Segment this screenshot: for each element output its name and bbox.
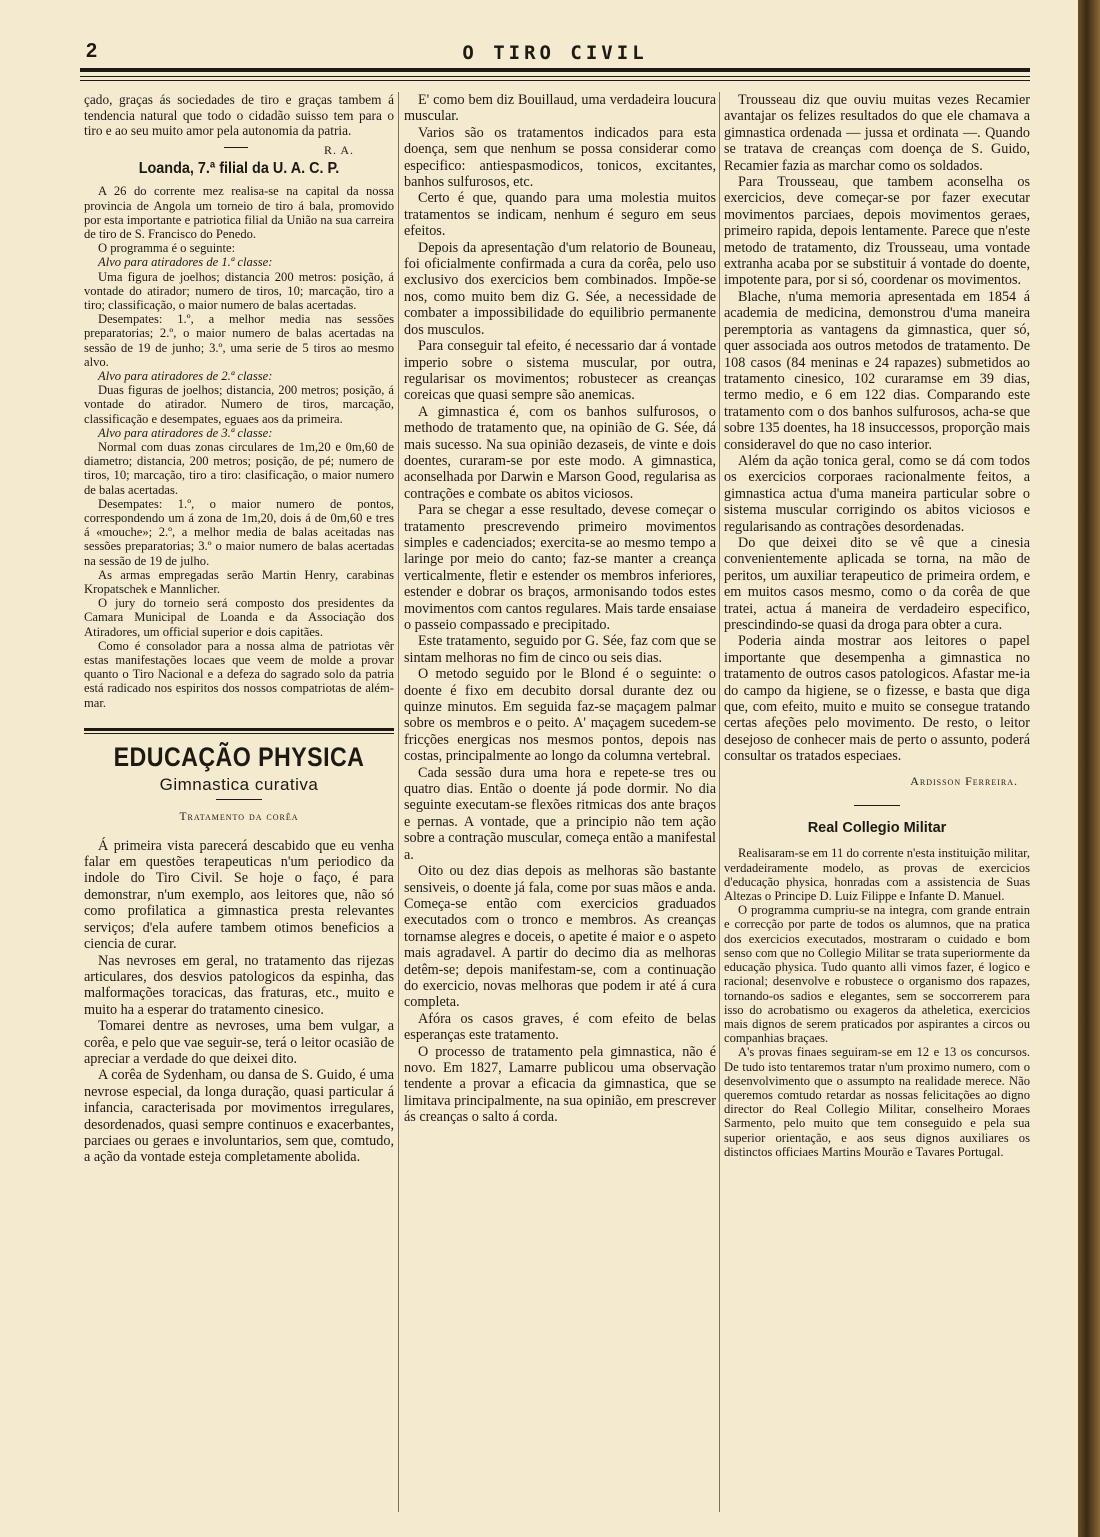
article-paragraph: Cada sessão dura uma hora e repete-se tres ou quatro dias. Então o doente já pode dormir. No dia seguinte executam-se flexões ritmicas dos ante braços e pernas. A vontade, que a principio não tem ação sobre a contração muscular, começa então a manifestal a. — [404, 764, 716, 863]
jury-paragraph: O jury do torneio será composto dos presidentes da Camara Municipal de Loanda e da Associação dos Atiradores, um official superior e dois capitães. — [84, 596, 394, 639]
loanda-heading: Loanda, 7.ª filial da U. A. C. P. — [138, 159, 340, 177]
short-dash — [224, 147, 248, 148]
intro-signature: R. A. — [323, 142, 354, 157]
article-paragraph: Oito ou dez dias depois as melhoras são bastante sensiveis, o doente já fala, come por suas mãos e anda. Começa-se então com exercicios graduados executados com o tronco e membros. As creanças tornamse alegres e doceis, o apetite é maior e o aspeto mais agradavel. A partir do decimo dia as melhoras detêm-se; depois manifestam-se, com a continuação do exercicio, novas melhoras que podem ir até á cura completa. — [404, 863, 716, 1011]
article-paragraph: E' como bem diz Bouillaud, uma verdadeira loucura muscular. — [404, 92, 716, 125]
alvo-title: Alvo para atiradores de 3.ª classe: — [98, 425, 273, 440]
edu-paragraph: Á primeira vista parecerá descabido que eu venha falar em questões terapeuticas n'um periodico da indole do Tiro Civil. Se hoje o faço, é para demonstrar, n'um exemplo, aos leitores que, não só como profilatica a gimnastica presta relevantes serviços; d'ela aufere tambem otimos beneficios a ciencia de curar. — [84, 837, 394, 953]
masthead-rule-thin — [80, 76, 1030, 77]
article-paragraph: Varios são os tratamentos indicados para esta doença, sem que nenhum se possa considerar como especifico: antiespasmodicos, tonicos, excitantes, banhos sulfurosos, etc. — [404, 124, 716, 191]
alvo-text: Uma figura de joelhos; distancia 200 metros: posição, á vontade do atirador; numero de tiros, 10; marcação, tiro a tiro; classificação, o maior numero de balas acertadas. — [84, 269, 394, 312]
column-divider-2 — [719, 92, 720, 1512]
article-paragraph: Do que deixei dito se vê que a cinesia convenientemente aplicada se torna, na mão de peritos, um auxiliar terapeutico de primeira ordem, e em muitos casos mesmo, como o da corêa de que tratei, actua á maneira de verdadeiro especifico, prescindindo-se quasi da droga para obter a cura. — [724, 534, 1030, 633]
subsection-heading: Gimnastica curativa — [159, 775, 319, 795]
intro-paragraph: çado, graças ás sociedades de tiro e graças tambem á tendencia natural que todo o cidadão suisso tem para o tiro e ao seu muito amor pela autonomia da patria. — [84, 92, 394, 139]
edu-paragraph: Tomarei dentre as nevroses, uma bem vulgar, a corêa, e pelo que vae seguir-se, terá o leitor ocasião de apreciar a verdade do que deixei dito. — [84, 1018, 394, 1067]
column-divider-1 — [398, 92, 399, 1512]
article-paragraph: A gimnastica é, com os banhos sulfurosos, o methodo de tratamento que, na opinião de G. Sée, dá mais sucesso. Na sua opinião dezaseis, de vinte e dois doentes, curaram-se por este modo. A gimnastica, aconselhada por Darwin e Marson Good, regularisa as contrações e combate os abitos viciosos. — [404, 403, 716, 502]
article-paragraph: Certo é que, quando para uma molestia muitos tratamentos se indicam, nenhum é seguro em seus efeitos. — [404, 190, 716, 240]
article-paragraph: Blache, n'uma memoria apresentada em 1854 á academia de medicina, demonstrou d'uma maneira peremptoria as vantagens da gimnastica, quer só, quer associada aos outros metodos de tratamento. De 108 casos (84 meninas e 24 rapazes) submetidos ao tratamento cinesico, 102 curaramse em 39 dias, termo medio, e 6 em 122 dias. Comparando este tratamento com o dos banhos sulfurosos, acha-se que sobre 135 doentes, ha 18 insuccessos, proporção mais consideravel do que no caso interior. — [724, 288, 1030, 453]
column-right — [724, 92, 1030, 1512]
article-paragraph: O processo de tratamento pela gimnastica, não é novo. Em 1827, Lamarre publicou uma observação tendente a provar a eficacia da gimnastica, que se limitava principalmente, na sua opinião, em prescrever ás creanças o salto á corda. — [404, 1043, 716, 1126]
article-paragraph: Para Trousseau, que tambem aconselha os exercicios, deve começar-se por fazer executar movimentos parciaes, depois movimentos geraes, primeiro rapida, depois lentamente. Parece que n'este metodo de tratamento, diz Trousseau, uma vontade extranha acaba por se substituir á vontade do doente, impotente para, por si só, coordenar os movimentos. — [724, 174, 1030, 289]
page-binding-edge — [1078, 0, 1100, 1537]
loanda-paragraph: A 26 do corrente mez realisa-se na capital da nossa provincia de Angola um torneio de tiro á bala, promovido por esta importante e patriotica filial da União na sua carreira de tiro de S. Francisco do Penedo. — [84, 184, 394, 241]
article-paragraph: O metodo seguido por le Blond é o seguinte: o doente é fixo em decubito dorsal durante dez ou quinze minutos. Em seguida faz-se maçagem palmar sobre os membros e o peito. A' maçagem sucedem-se fricções energicas nos mesmos pontos, depois nas costas, principalmente ao longo da columna vertebral. — [404, 666, 716, 765]
column-left — [84, 92, 394, 1512]
consolador-paragraph: Como é consolador para a nossa alma de patriotas vêr estas manifestações locaes que veem de molde a provar quanto o Tiro Nacional e a defeza do sagrado solo da patria está radicado nos espiritos dos nossos compatriotas de além-mar. — [84, 638, 394, 710]
masthead — [80, 36, 1030, 66]
page-number: 2 — [86, 40, 98, 62]
article-subtitle: Tratamento da corêa — [179, 811, 299, 824]
section-heading: EDUCAÇÃO PHYSICA — [113, 741, 365, 772]
short-dash — [854, 805, 900, 806]
article-paragraph: Para conseguir tal efeito, é necessario dar á vontade imperio sobre o sistema muscular, por outra, regularisar os movimentos; robustecer as creanças coreicas que quasi sempre são anemicas. — [404, 338, 716, 404]
intro-signature-row — [84, 139, 394, 157]
article-paragraph: Além da ação tonica geral, como se dá com todos os exercicios corporaes racionalmente feitos, a gimnastica actua d'uma maneira particular sobre o sistema muscular corrigindo os abitos viciosos e regularisando as contrações desordenadas. — [724, 452, 1030, 535]
desempates-text: Desempates: 1.º, a melhor media nas sessões preparatorias; 2.º, o maior numero de balas acertadas na sessão de 19 de junho; 3.º, uma serie de 5 tiros ao mesmo alvo. — [84, 312, 394, 369]
edu-article — [84, 838, 394, 1166]
article-paragraph: Trousseau diz que ouviu muitas vezes Recamier avantajar os felizes resultados do que ele chamava a gimnastica ordenada — jussa et ordinata —. Quando se tratava de creanças com doença de S. Guido, Recamier fazia as marchar como os soldados. — [724, 92, 1030, 174]
armas-paragraph: As armas empregadas serão Martin Henry, carabinas Kropatschek e Mannlicher. — [84, 567, 394, 597]
alvo-text: Duas figuras de joelhos; distancia, 200 metros; posição, á vontade do atirador. Numero de tiros, marcação, classificação e desempates, eguaes aos da primeira. — [84, 383, 394, 426]
masthead-rule-thick — [80, 68, 1030, 72]
real-collegio-article — [724, 846, 1030, 1158]
article-paragraph: Para se chegar a esse resultado, devese começar o tratamento prescrevendo primeiro movimentos simples e cadenciados; exercita-se ao mesmo tempo a laringe por meio do canto; faz-se manter a creança verticalmente, fletir e estender os membros inferiores, estender e dobrar os braços, armonisando todos estes movimentos com cantos regulares. Mais tarde ensaiase o passeio compassado e precipitado. — [404, 502, 716, 633]
real-collegio-paragraph: O programma cumpriu-se na integra, com grande entrain e correcção por parte de todos os alumnos, que na pratica dos exercicios executados, mostraram o cuidado e bom senso com que no Collegio Militar se trata superiormente da educação physica. Tudo quanto alli vimos fazer, é logico e racional; desenvolve e robustece o organismo dos rapazes, tornando-os sadios e elegantes, sem se soccorrerem para isso do acrobatismo ou exageros da atheletica, exercicios mais dignos de serem praticados por aspirantes a circos ou companhias braçaes. — [724, 903, 1030, 1046]
alvo-text: Normal com duas zonas circulares de 1m,20 e 0m,60 de diametro; distancia, 200 metros; posição, de pé; numero de tiros, 10; marcação, tiro a tiro: clasificação, o maior numero de balas acertadas. — [84, 440, 394, 497]
real-collegio-heading: Real Collegio Militar — [807, 820, 947, 837]
article-paragraph: Depois da apresentação d'um relatorio de Bouneau, foi oficialmente confirmada a cura da corêa, pelo uso exclusivo dos exercicios bem combinados. Impõe-se nos, como muito bem diz G. Sée, a necessidade de combater a impossibilidade do equilibrio permanente dos musculos. — [404, 239, 716, 338]
alvo-title: Alvo para atiradores de 2.ª classe: — [98, 369, 273, 384]
article-paragraph: Poderia ainda mostrar aos leitores o papel importante que desempenha a gimnastica no tratamento de outros casos patologicos. Afastar me-ia do campo da higiene, se o fizesse, e basta que diga que, com efeito, muito e muito se consegue tratando certas afeções pelo movimento. De resto, o leitor desejoso de conhecer mais de perto o assunto, poderá consultar os tratados especiaes. — [724, 633, 1030, 765]
column-middle — [404, 92, 716, 1512]
author-signature: Ardisson Ferreira. — [910, 773, 1018, 788]
alvo-title: Alvo para atiradores de 1.ª classe: — [98, 255, 273, 270]
article-paragraph: Afóra os casos graves, é com efeito de belas esperanças este tratamento. — [404, 1010, 716, 1044]
edu-paragraph: A corêa de Sydenham, ou dansa de S. Guido, é uma nevrose especial, da longa duração, quasi particular á infancia, caracterisada por movimentos irregulares, desordenados, quasi sempre continuos e exacerbantes, parciaes ou geraes e involuntarios, sem que, comtudo, a ação da vontade esteja completamente abolida. — [84, 1067, 394, 1166]
desempates-text: Desempates: 1.º, o maior numero de pontos, correspondendo um á zona de 1m,20, dois á de 0m,60 e tres á «mouche»; 2.º, a melhor media de balas aceitadas nas sessões preparatorias; 3.º o maior numero de balas acertadas na sessão de 19 de julho. — [84, 496, 394, 568]
loanda-paragraph: O programma é o seguinte: — [98, 241, 236, 256]
real-collegio-paragraph: A's provas finaes seguiram-se em 12 e 13 os concursos. De tudo isto tentaremos tratar n'um proximo numero, com o desenvolvimento que o assumpto na realidade merece. Não queremos comtudo retardar as nossas felicitações ao digno director do Real Collegio Militar, conselheiro Moraes Sarmento, pelo muito que tem conseguido e pela sua superior orientação, e aos seus dignos auxiliares os distinctos officiaes Martins Mourão e Tavares Portugal. — [724, 1045, 1030, 1159]
edu-paragraph: Nas nevroses em geral, no tratamento das rijezas articulares, dos desvios patologicos da espinha, das malformações toracicas, das fraturas, etc., muito e muito ha a esperar do tratamento cinesico. — [84, 952, 394, 1018]
masthead-rule-thin-lower — [80, 80, 1030, 81]
loanda-article — [84, 184, 394, 710]
journal-title: O TIRO CIVIL — [462, 42, 648, 64]
real-collegio-paragraph: Realisaram-se em 11 do corrente n'esta instituição militar, verdadeiramente modelo, as provas de exercicios d'educação physica, honradas com a assistencia de Suas Altezas o Principe D. Luiz Filippe e Infante D. Manuel. — [724, 846, 1030, 904]
short-dash — [216, 799, 262, 800]
article-paragraph: Este tratamento, seguido por G. Sée, faz com que se sintam melhoras no fim de cinco ou seis dias. — [404, 633, 716, 666]
section-separator — [84, 728, 394, 734]
